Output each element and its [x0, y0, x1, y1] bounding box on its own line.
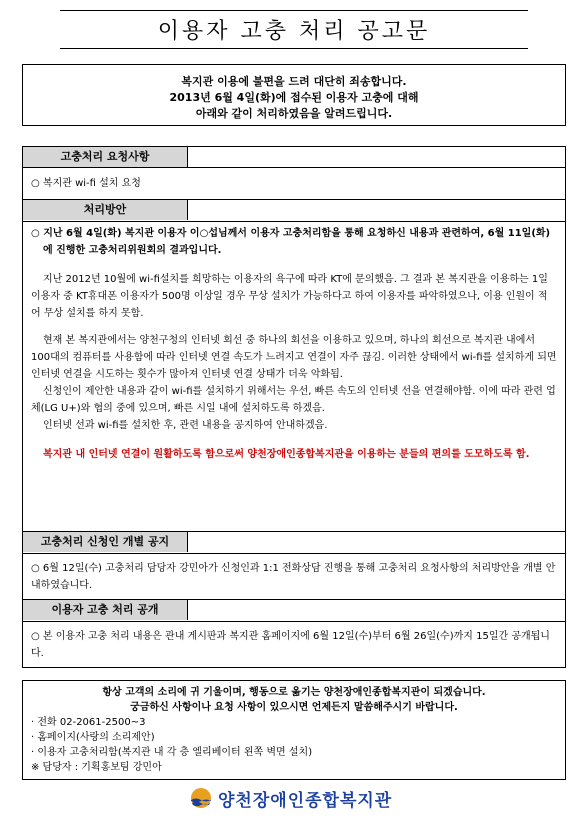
- method-paragraph-1: 지난 2012년 10월에 wi-fi설치를 희망하는 이용자의 욕구에 따라 KT에 문의했음. 그 결과 본 복지관을 이용하는 1일 이용자 중 KT휴대폰 이용자가 500명 이상일 경우 무상 설치가 가능하다고 하여 이용자를 파악하였으나, 이용 인원이 적어 무상 설치를 하지 못함.: [31, 274, 548, 319]
- disclosure-content: [22, 554, 566, 600]
- contact-homepage: · 홈페이지(사랑의 소리제안): [31, 732, 155, 743]
- request-item: ○ 복지관 wi-fi 설치 요청: [31, 178, 141, 189]
- method-highlight: 복지관 내 인터넷 연결이 원활하도록 함으로써 양천장애인종합복지관을 이용하는 분들의 편의를 도모하도록 함.: [43, 449, 530, 460]
- notice-line-3: 아래와 같이 처리하였음을 알려드립니다.: [195, 107, 393, 120]
- section-header-public: [22, 600, 566, 622]
- contact-phone: · 전화 02-2061-2500~3: [31, 717, 146, 728]
- section-header-request: [22, 146, 566, 168]
- method-paragraph-4: 인터넷 선과 wi-fi를 설치한 후, 관련 내용을 공지하여 안내하겠음.: [43, 420, 328, 431]
- section-header-method: [22, 200, 566, 222]
- method-paragraph-3: 신청인이 제안한 내용과 같이 wi-fi를 설치하기 위해서는 우선, 빠른 속도의 인터넷 선을 연결해야함. 이에 따라 관련 업체(LG U+)와 협의 중에 있으며, 빠른 시일 내에 설치하도록 하겠음.: [31, 386, 556, 414]
- method-content: [22, 222, 566, 532]
- method-paragraph-2: 현재 본 복지관에서는 양천구청의 인터넷 회선 중 하나의 회선을 이용하고 있으며, 하나의 회선으로 복지관 내에서 100대의 컴퓨터를 사용함에 따라 인터넷 연결 속도가 느려지고 연결이 자주 끊김. 이러한 상태에서 wi-fi를 설치하게 되면 인터넷 연결을 시도하는 횟수가 많아져 인터넷 연결 상태가 더욱 악화됨.: [31, 335, 557, 380]
- organization-name: 양천장애인종합복지관: [218, 790, 393, 811]
- method-intro: ○ 지난 6월 4일(화) 복지관 이용자 이○섭님께서 이용자 고충처리함을 통해 요청하신 내용과 관련하여, 6월 11일(화)에 진행한 고충처리위원회의 결과입니다.: [31, 228, 551, 256]
- organization-logo: [190, 786, 392, 810]
- spacer: [31, 322, 557, 332]
- title-top-rule: [60, 10, 528, 11]
- contact-manager: ※ 담당자 : 기획홍보팀 강민아: [31, 762, 162, 773]
- footer-contact-box: [22, 680, 566, 780]
- request-content: [22, 168, 566, 200]
- spacer: [31, 434, 557, 446]
- public-header-label: 이용자 고충 처리 공개: [23, 600, 188, 620]
- apology-notice: [22, 64, 566, 126]
- notice-line-1: 복지관 이용에 불편을 드려 대단히 죄송합니다.: [181, 75, 407, 88]
- method-header-label: 처리방안: [23, 200, 188, 220]
- notice-line-2: 2013년 6월 4일(화)에 접수된 이용자 고충에 대해: [169, 91, 419, 104]
- request-header-label: 고충처리 요청사항: [23, 147, 188, 167]
- disclosure-item: ○ 6월 12일(수) 고충처리 담당자 강민아가 신청인과 1:1 전화상담 진행을 통해 고충처리 요청사항의 처리방안을 개별 안내하였습니다.: [31, 563, 556, 591]
- page-title: 이용자 고충 처리 공고문: [157, 19, 431, 44]
- public-content: [22, 622, 566, 668]
- title-bottom-rule: [60, 48, 528, 49]
- contact-box: · 이용자 고충처리함(복지관 내 각 층 엘리베이터 왼쪽 벽면 설치): [31, 747, 313, 758]
- public-item: ○ 본 이용자 고충 처리 내용은 관내 게시판과 복지관 홈페이지에 6월 12일(수)부터 6월 26일(수)까지 15일간 공개됩니다.: [31, 631, 550, 659]
- sun-emblem-icon: [190, 787, 212, 809]
- section-header-disclosure: [22, 532, 566, 554]
- spacer: [31, 259, 557, 271]
- disclosure-header-label: 고충처리 신청인 개별 공지: [23, 532, 188, 552]
- footer-slogan: 항상 고객의 소리에 귀 기울이며, 행동으로 옮기는 양천장애인종합복지관이 되겠습니다.: [102, 687, 486, 698]
- footer-inquiry: 궁금하신 사항이나 요청 사항이 있으시면 언제든지 말씀해주시기 바랍니다.: [130, 702, 458, 713]
